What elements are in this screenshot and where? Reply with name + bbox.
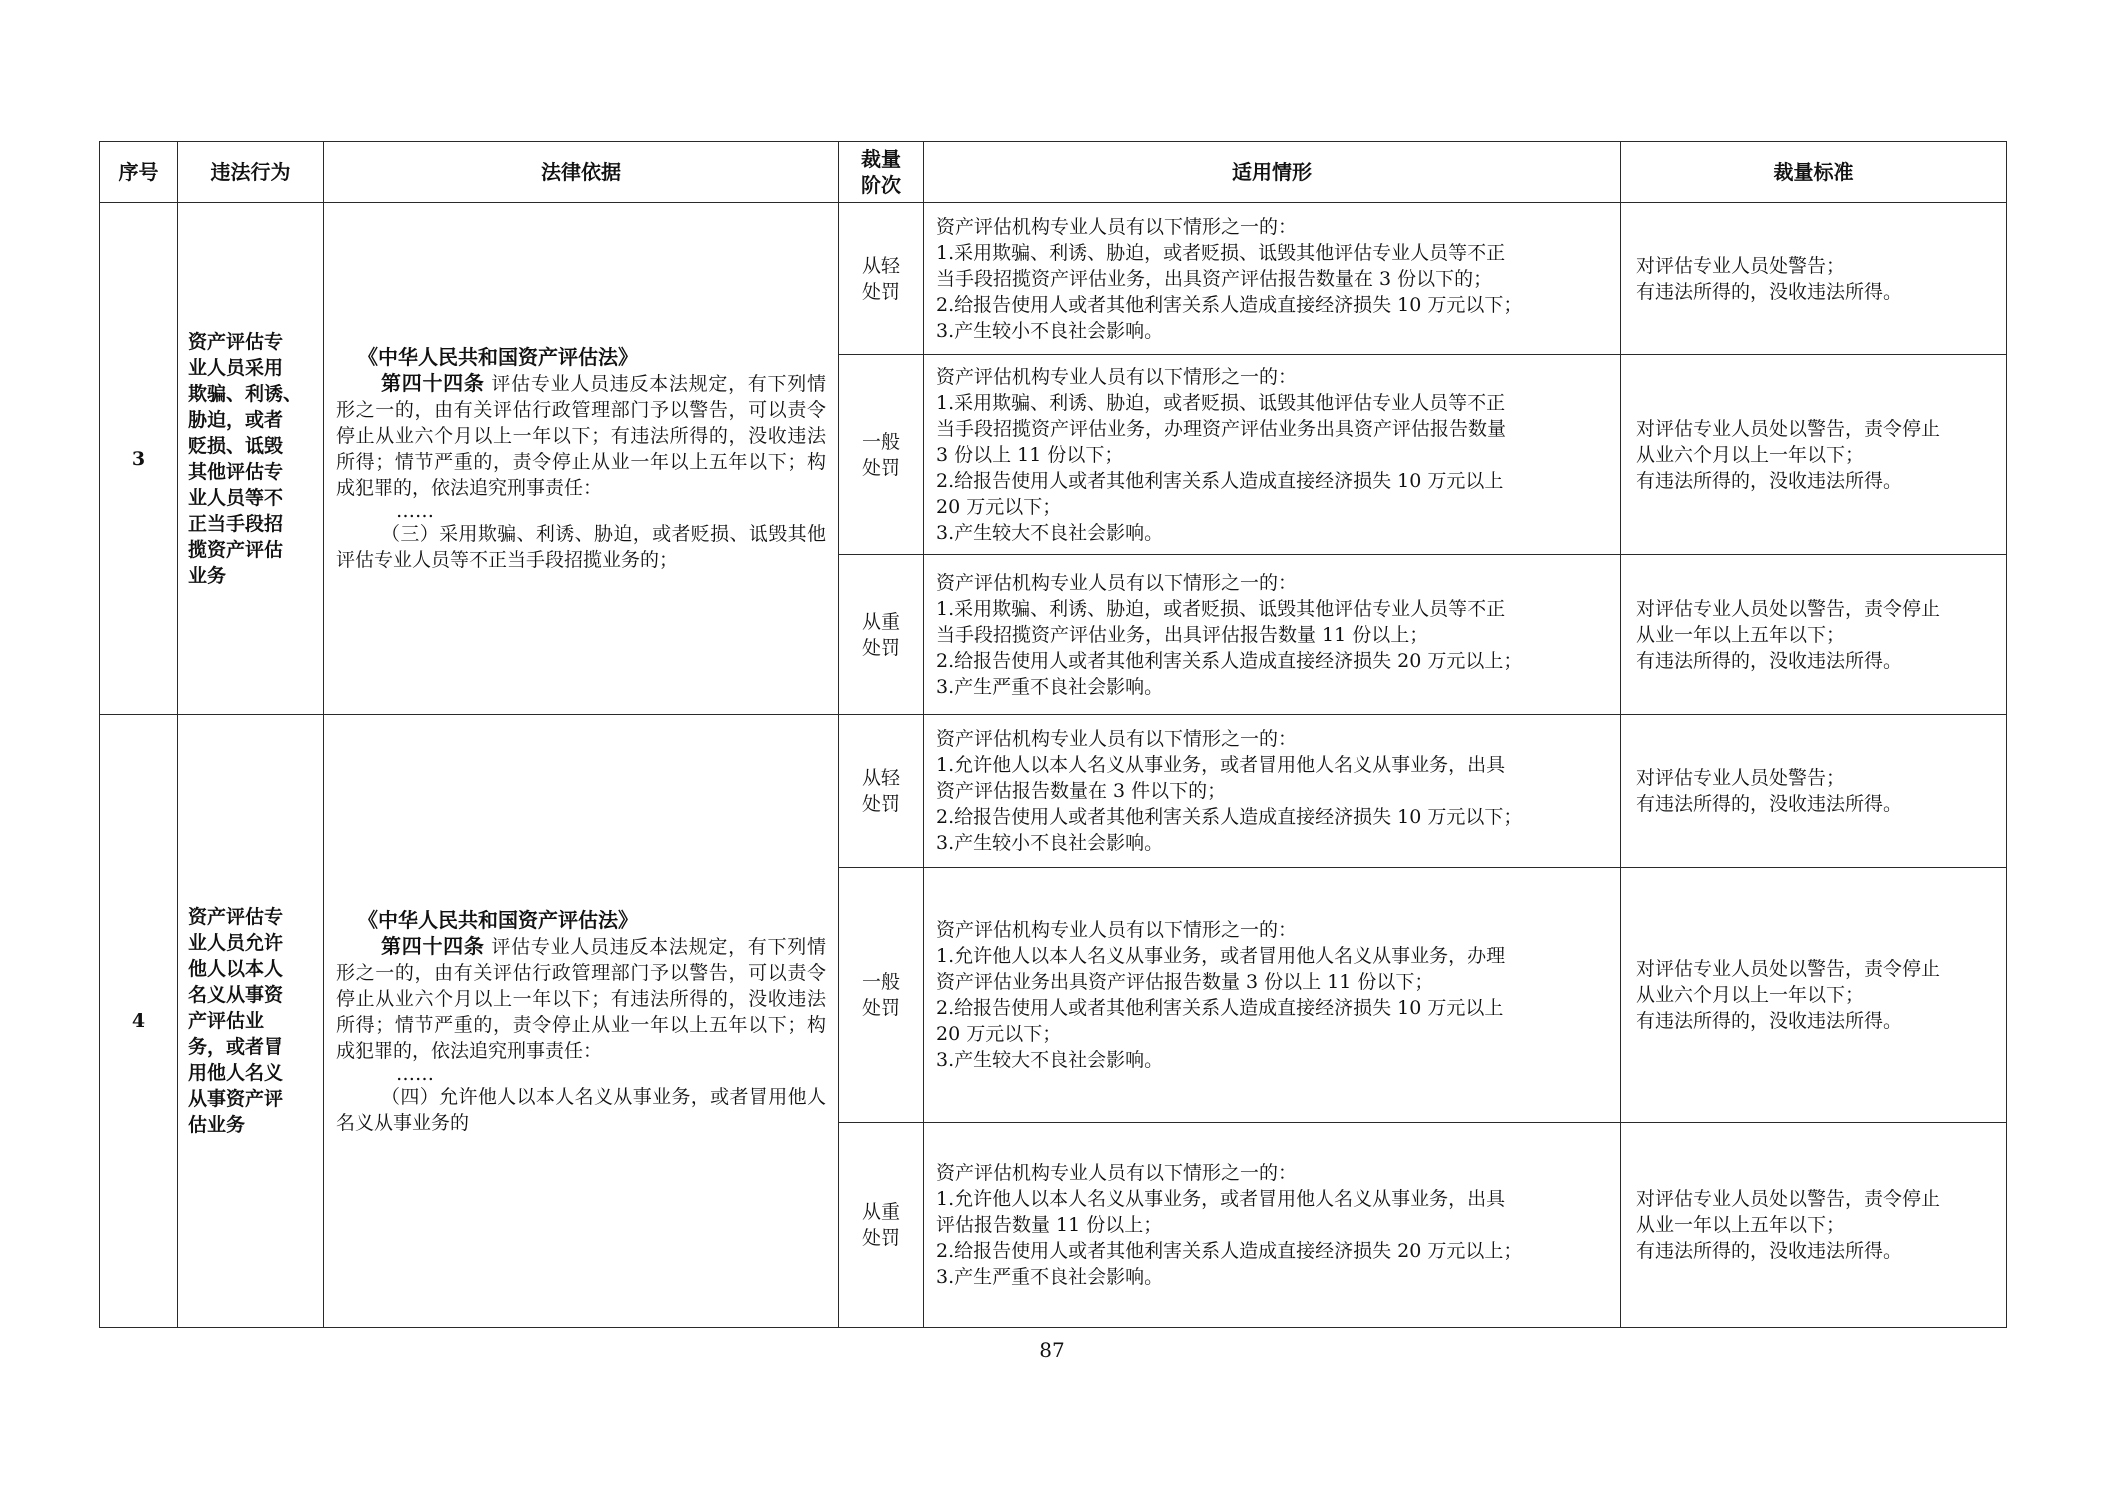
header-violation: 违法行为 — [178, 142, 324, 203]
situation-line: 20 万元以下； — [936, 495, 1062, 518]
standard-line: 有违法所得的，没收违法所得。 — [1636, 280, 1903, 303]
situation-line: 资产评估机构专业人员有以下情形之一的： — [936, 919, 1298, 941]
situation-line: 3.产生较大不良社会影响。 — [936, 521, 1164, 544]
level-line: 处罚 — [861, 636, 900, 659]
situation-cell — [924, 555, 1621, 715]
situation-line: 资产评估机构专业人员有以下情形之一的： — [936, 1162, 1298, 1184]
violation-line: 胁迫，或者 — [188, 408, 284, 431]
standard-line: 有违法所得的，没收违法所得。 — [1636, 793, 1903, 815]
standard-cell — [1621, 555, 2007, 715]
header-seq: 序号 — [100, 142, 178, 203]
standard-line: 有违法所得的，没收违法所得。 — [1636, 469, 1903, 492]
violation-line: 业务 — [188, 564, 227, 587]
violation-line: 贬损、诋毁 — [188, 434, 284, 457]
violation-line: 从事资产评 — [188, 1088, 284, 1110]
violation-line: 产评估业 — [188, 1010, 265, 1032]
discretion-standards-table — [99, 141, 2007, 1328]
situation-line: 资产评估机构专业人员有以下情形之一的： — [936, 365, 1298, 388]
situation-line: 2.给报告使用人或者其他利害关系人造成直接经济损失 10 万元以上 — [936, 469, 1504, 492]
level-cell — [839, 715, 924, 868]
standard-line: 对评估专业人员处以警告，责令停止 — [1636, 417, 1941, 440]
violation-line: 资产评估专 — [188, 906, 284, 928]
situation-line: 评估报告数量 11 份以上； — [936, 1214, 1163, 1236]
violation-line: 揽资产评估 — [188, 538, 284, 561]
law-title: 《中华人民共和国资产评估法》 — [358, 345, 638, 369]
standard-line: 从业一年以上五年以下； — [1636, 1214, 1846, 1236]
situation-line: 3.产生较大不良社会影响。 — [936, 1049, 1164, 1071]
situation-line: 2.给报告使用人或者其他利害关系人造成直接经济损失 10 万元以上 — [936, 997, 1504, 1019]
violation-line: 用他人名义 — [188, 1062, 284, 1084]
situation-line: 3.产生严重不良社会影响。 — [936, 1266, 1164, 1288]
level-line: 处罚 — [861, 280, 900, 303]
law-article: 第四十四条 — [381, 371, 485, 395]
violation-line: 务，或者冒 — [188, 1036, 284, 1058]
standard-cell — [1621, 715, 2007, 868]
situation-line: 2.给报告使用人或者其他利害关系人造成直接经济损失 20 万元以上； — [936, 649, 1523, 672]
standard-line: 对评估专业人员处以警告，责令停止 — [1636, 958, 1941, 980]
law-text: 评估专业人员违反本法规定，有下列情形之一的，由有关评估行政管理部门予以警告，可以责令停止从业六个月以上一年以下；有违法所得的，没收违法所得；情节严重的，责令停止从业一年以上五年以下；构成犯罪的，依法追究刑事责任： — [336, 935, 826, 1062]
standard-line: 有违法所得的，没收违法所得。 — [1636, 1010, 1903, 1032]
level-cell — [839, 555, 924, 715]
level-line: 一般 — [861, 430, 900, 453]
situation-cell — [924, 715, 1621, 868]
standard-cell — [1621, 203, 2007, 355]
situation-line: 3.产生较小不良社会影响。 — [936, 832, 1164, 854]
row-seq: 4 — [100, 715, 178, 1328]
situation-cell — [924, 1123, 1621, 1328]
situation-line: 3.产生较小不良社会影响。 — [936, 319, 1164, 342]
level-cell — [839, 868, 924, 1123]
situation-line: 当手段招揽资产评估业务，办理资产评估业务出具资产评估报告数量 — [936, 417, 1507, 440]
situation-line: 当手段招揽资产评估业务，出具评估报告数量 11 份以上； — [936, 623, 1429, 646]
table-row — [100, 715, 2007, 868]
law-paragraph — [336, 933, 826, 1064]
legal-basis-cell — [324, 203, 839, 715]
situation-line: 3 份以上 11 份以下； — [936, 443, 1124, 466]
standard-cell — [1621, 355, 2007, 555]
violation-line: 欺骗、利诱、 — [188, 382, 303, 405]
situation-line: 1.采用欺骗、利诱、胁迫，或者贬损、诋毁其他评估专业人员等不正 — [936, 597, 1506, 620]
page-number: 87 — [1039, 1338, 1065, 1362]
table-header-row — [100, 142, 2007, 203]
violation-line: 名义从事资 — [188, 984, 284, 1006]
level-line: 处罚 — [861, 997, 900, 1019]
situation-line: 20 万元以下； — [936, 1023, 1062, 1045]
standard-line: 有违法所得的，没收违法所得。 — [1636, 1240, 1903, 1262]
violation-line: 业人员采用 — [188, 356, 284, 379]
standard-line: 对评估专业人员处以警告，责令停止 — [1636, 597, 1941, 620]
level-line: 从轻 — [861, 767, 900, 789]
violation-line: 其他评估专 — [188, 460, 284, 483]
law-paragraph — [336, 370, 826, 501]
header-legal-basis: 法律依据 — [324, 142, 839, 203]
violation-line: 估业务 — [188, 1114, 246, 1136]
standard-cell — [1621, 1123, 2007, 1328]
situation-line: 资产评估机构专业人员有以下情形之一的： — [936, 215, 1298, 238]
standard-cell — [1621, 868, 2007, 1123]
situation-cell — [924, 868, 1621, 1123]
header-standard: 裁量标准 — [1621, 142, 2007, 203]
table-row — [100, 203, 2007, 355]
situation-cell — [924, 203, 1621, 355]
situation-line: 2.给报告使用人或者其他利害关系人造成直接经济损失 10 万元以下； — [936, 806, 1523, 828]
violation-line: 资产评估专 — [188, 330, 284, 353]
violation-line: 正当手段招 — [188, 512, 284, 535]
standard-line: 从业六个月以上一年以下； — [1636, 984, 1865, 1006]
law-title: 《中华人民共和国资产评估法》 — [358, 907, 638, 932]
level-cell — [839, 355, 924, 555]
violation-line: 业人员等不 — [188, 486, 284, 509]
situation-line: 3.产生严重不良社会影响。 — [936, 675, 1164, 698]
violation-cell — [178, 203, 324, 715]
standard-line: 对评估专业人员处警告； — [1636, 767, 1846, 789]
situation-line: 1.采用欺骗、利诱、胁迫，或者贬损、诋毁其他评估专业人员等不正 — [936, 241, 1506, 264]
law-ellipsis: …… — [396, 1062, 434, 1085]
law-item: （四）允许他人以本人名义从事业务，或者冒用他人名义从事业务的 — [336, 1085, 826, 1134]
level-cell — [839, 203, 924, 355]
situation-line: 当手段招揽资产评估业务，出具资产评估报告数量在 3 份以下的； — [936, 267, 1493, 290]
standard-line: 从业六个月以上一年以下； — [1636, 443, 1865, 466]
header-level-line-2: 阶次 — [861, 173, 901, 197]
level-line: 处罚 — [861, 793, 900, 815]
header-situation: 适用情形 — [924, 142, 1621, 203]
legal-basis-cell — [324, 715, 839, 1328]
header-level — [839, 142, 924, 203]
standard-line: 有违法所得的，没收违法所得。 — [1636, 649, 1903, 672]
situation-cell — [924, 355, 1621, 555]
level-line: 从轻 — [861, 254, 900, 277]
header-level-line-1: 裁量 — [861, 147, 901, 171]
level-line: 处罚 — [861, 456, 900, 479]
standard-line: 对评估专业人员处警告； — [1636, 254, 1846, 277]
level-line: 一般 — [861, 971, 900, 993]
violation-line: 业人员允许 — [188, 932, 284, 954]
row-seq: 3 — [100, 203, 178, 715]
standard-line: 对评估专业人员处以警告，责令停止 — [1636, 1188, 1941, 1210]
law-ellipsis: …… — [396, 500, 434, 522]
law-item: （三）采用欺骗、利诱、胁迫，或者贬损、诋毁其他评估专业人员等不正当手段招揽业务的； — [336, 523, 826, 571]
situation-line: 1.允许他人以本人名义从事业务，或者冒用他人名义从事业务，办理 — [936, 945, 1506, 967]
law-article: 第四十四条 — [381, 933, 485, 958]
situation-line: 2.给报告使用人或者其他利害关系人造成直接经济损失 10 万元以下； — [936, 293, 1523, 316]
situation-line: 资产评估业务出具资产评估报告数量 3 份以上 11 份以下； — [936, 971, 1434, 993]
situation-line: 资产评估报告数量在 3 件以下的； — [936, 780, 1227, 802]
level-line: 从重 — [861, 1201, 900, 1223]
violation-line: 他人以本人 — [188, 958, 284, 980]
situation-line: 1.允许他人以本人名义从事业务，或者冒用他人名义从事业务，出具 — [936, 754, 1506, 776]
situation-line: 1.采用欺骗、利诱、胁迫，或者贬损、诋毁其他评估专业人员等不正 — [936, 391, 1506, 414]
violation-cell — [178, 715, 324, 1328]
law-text: 评估专业人员违反本法规定，有下列情形之一的，由有关评估行政管理部门予以警告，可以责令停止从业六个月以上一年以下；有违法所得的，没收违法所得；情节严重的，责令停止从业一年以上五年以下；构成犯罪的，依法追究刑事责任： — [336, 373, 826, 499]
level-cell — [839, 1123, 924, 1328]
level-line: 从重 — [861, 610, 900, 633]
standard-line: 从业一年以上五年以下； — [1636, 623, 1846, 646]
situation-line: 2.给报告使用人或者其他利害关系人造成直接经济损失 20 万元以上； — [936, 1240, 1523, 1262]
situation-line: 资产评估机构专业人员有以下情形之一的： — [936, 571, 1298, 594]
situation-line: 资产评估机构专业人员有以下情形之一的： — [936, 728, 1298, 750]
situation-line: 1.允许他人以本人名义从事业务，或者冒用他人名义从事业务，出具 — [936, 1188, 1506, 1210]
level-line: 处罚 — [861, 1227, 900, 1249]
